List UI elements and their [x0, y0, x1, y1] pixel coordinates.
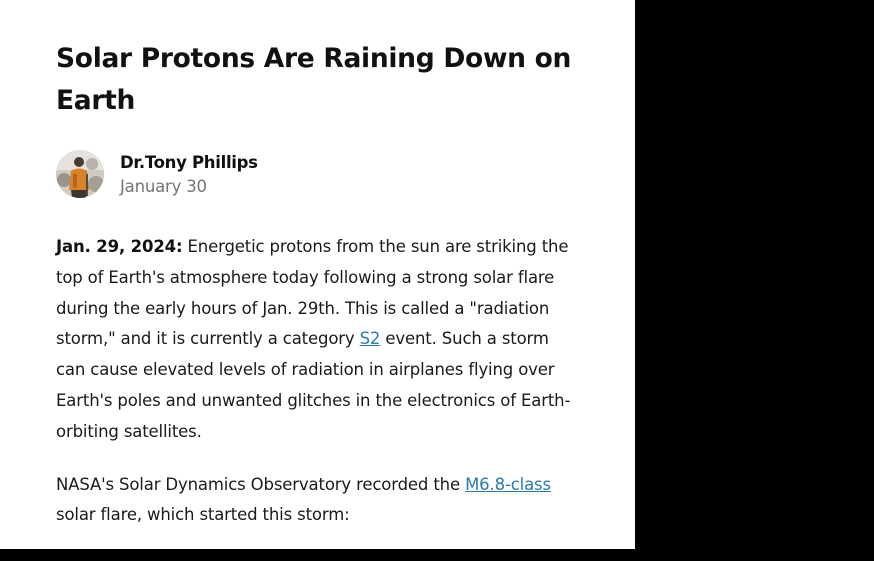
paragraph-1-text-a: Energetic protons from the sun are striking the top of Earth's atmosphere today following a strong solar flare during the early hours of Jan. 29th. This is called a "radiation storm," and it is currently a category: [56, 237, 569, 349]
paragraph-2-text-a: NASA's Solar Dynamics Observatory recorded the: [56, 474, 466, 494]
author-avatar[interactable]: [56, 150, 104, 198]
article: [56, 38, 576, 531]
paragraph-1-text-b: event. Such a storm can cause elevated levels of radiation in airplanes flying over Earth's poles and unwanted glitches in the electronics of Earth-orbiting satellites.: [56, 329, 571, 441]
s2-link[interactable]: S2: [359, 329, 381, 349]
author-photo-icon: [56, 150, 104, 198]
m68-class-link[interactable]: M6.8-class: [465, 474, 551, 494]
dateline: Jan. 29, 2024:: [56, 237, 183, 256]
paragraph-1: [56, 232, 576, 448]
author-name[interactable]: Dr.Tony Phillips: [120, 153, 258, 172]
publish-date: January 30: [120, 177, 207, 196]
paragraph-2-text-b: solar flare, which started this storm:: [56, 505, 350, 525]
author-block: [56, 150, 576, 198]
paragraph-2: [56, 470, 576, 532]
article-title: Solar Protons Are Raining Down on Earth: [56, 43, 572, 116]
